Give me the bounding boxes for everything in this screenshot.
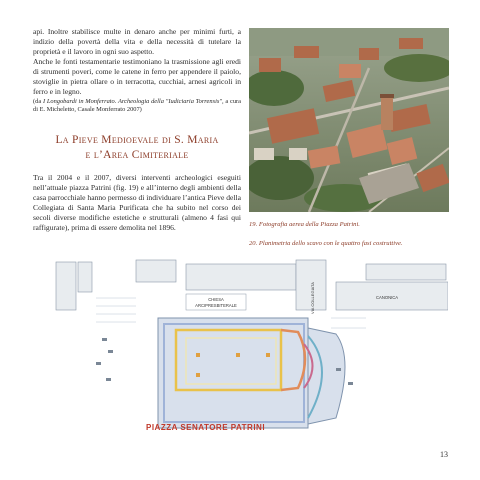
- second-paragraph: Anche le fonti testamentarie testimoniano la trasmissione agli eredi di strumenti poveri, come le catene in ferro per appendere il paiolo, stoviglie in pietra ollare o in terracotta, cucchiai, arnesi agricoli in ferro e in legno.: [33, 57, 241, 96]
- intro-paragraph: api. Inoltre stabilisce multe in denaro anche per minimi furti, a indizio della povertà della vita e della necessità di tutelare la proprietà e il lavoro in ogni suo aspetto.: [33, 27, 241, 56]
- citation-suffix: , a cura di E. Micheletto, Casale Monferrato 2007): [33, 98, 241, 114]
- body-text: [33, 173, 241, 233]
- heading-line-2: e l’Area Cimiteriale: [85, 149, 189, 161]
- label-canonica: CANONICA: [376, 295, 399, 300]
- aerial-photo-image: [249, 28, 449, 212]
- citation: [33, 98, 241, 115]
- label-chiesa: CHIESA: [208, 297, 224, 302]
- label-piazza-patrini: PIAZZA SENATORE PATRINI: [146, 423, 266, 432]
- figure-captions: [249, 220, 459, 258]
- excavation-plan: [36, 258, 448, 444]
- caption-fig-20: 20. Planimetria dello scavo con le quattro fasi costruttive.: [249, 240, 403, 247]
- label-arcipresbiterale: ARCIPRESBITERALE: [195, 303, 237, 308]
- citation-prefix: (da: [33, 98, 43, 105]
- heading-line-1: La Pieve Medioevale di S. Maria: [55, 134, 219, 146]
- label-via-collegiata: VIA COLLEGIATA: [310, 282, 315, 314]
- section-heading: [30, 133, 244, 163]
- caption-fig-19: 19. Fotografia aerea della Piazza Patrini.: [249, 221, 360, 228]
- body-paragraph: Tra il 2004 e il 2007, diversi interventi archeologici eseguiti nell’attuale piazza Patrini (fig. 19) e all’interno degli ambienti della casa parrocchiale hanno permesso di individuare l’antica Pieve della Collegiata di Santa Maria Purificata che ha subito nel corso dei secoli diverse modifiche estetiche e strutturali (almeno 4 fasi qui raffigurate), prima di essere demolita nel 1896.: [33, 173, 241, 232]
- excavation-plan-drawing: [36, 258, 448, 444]
- left-column-text: [33, 27, 241, 115]
- citation-title: I Longobardi in Monferrato. Archeologia della "Iudiciaria Torrensis": [42, 98, 223, 105]
- page-number: 13: [440, 450, 448, 459]
- aerial-photo: [249, 28, 449, 212]
